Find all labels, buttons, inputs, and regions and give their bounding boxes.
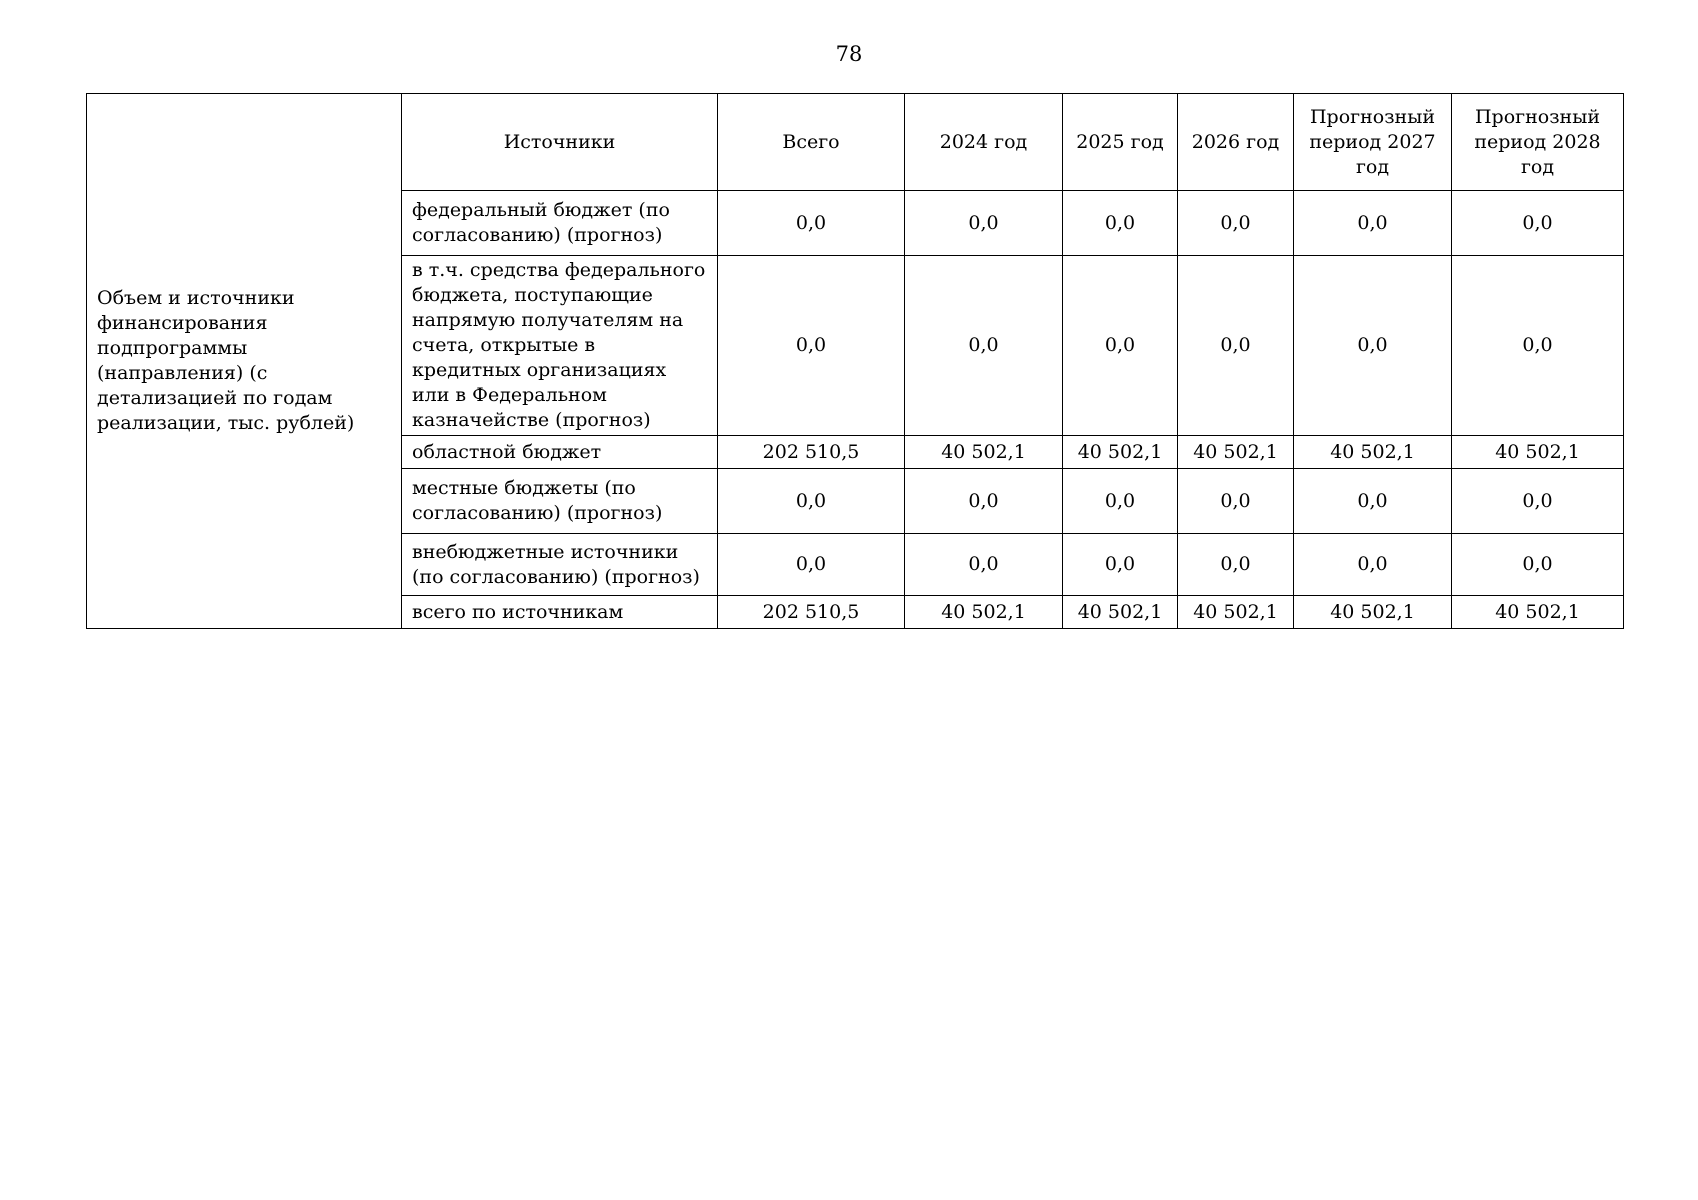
value-cell-2025: 0,0 bbox=[1063, 469, 1178, 534]
value-cell-2025: 0,0 bbox=[1063, 256, 1178, 436]
value-cell-2028: 0,0 bbox=[1452, 256, 1624, 436]
value-cell-2028: 0,0 bbox=[1452, 191, 1624, 256]
page-number: 78 bbox=[835, 42, 863, 66]
value-cell-2024: 40 502,1 bbox=[905, 436, 1063, 469]
value-cell-2024: 0,0 bbox=[905, 469, 1063, 534]
value-cell-2026: 0,0 bbox=[1178, 534, 1294, 596]
value-cell-2027: 0,0 bbox=[1294, 469, 1452, 534]
value-cell-2027: 0,0 bbox=[1294, 256, 1452, 436]
column-header-2025: 2025 год bbox=[1063, 94, 1178, 191]
value-cell-2025: 0,0 bbox=[1063, 534, 1178, 596]
value-cell-2028: 0,0 bbox=[1452, 469, 1624, 534]
value-cell-2025: 40 502,1 bbox=[1063, 436, 1178, 469]
value-cell-total: 202 510,5 bbox=[718, 596, 905, 629]
column-header-2027: Прогнозный период 2027 год bbox=[1294, 94, 1452, 191]
column-header-2028: Прогнозный период 2028 год bbox=[1452, 94, 1624, 191]
value-cell-total: 0,0 bbox=[718, 534, 905, 596]
financing-table bbox=[86, 93, 1624, 629]
value-cell-2024: 0,0 bbox=[905, 534, 1063, 596]
value-cell-2026: 0,0 bbox=[1178, 469, 1294, 534]
source-cell: всего по источникам bbox=[402, 596, 718, 629]
value-cell-total: 0,0 bbox=[718, 191, 905, 256]
value-cell-2027: 0,0 bbox=[1294, 534, 1452, 596]
table-header-row bbox=[87, 94, 1624, 191]
column-header-2024: 2024 год bbox=[905, 94, 1063, 191]
value-cell-2025: 40 502,1 bbox=[1063, 596, 1178, 629]
value-cell-2027: 0,0 bbox=[1294, 191, 1452, 256]
value-cell-2028: 40 502,1 bbox=[1452, 436, 1624, 469]
source-cell: областной бюджет bbox=[402, 436, 718, 469]
row-label-cell: Объем и источники финансирования подпрограммы (направления) (с детализацией по годам реализации, тыс. рублей) bbox=[87, 94, 402, 629]
column-header-total: Всего bbox=[718, 94, 905, 191]
value-cell-2026: 40 502,1 bbox=[1178, 436, 1294, 469]
value-cell-2027: 40 502,1 bbox=[1294, 436, 1452, 469]
value-cell-2028: 40 502,1 bbox=[1452, 596, 1624, 629]
source-cell: внебюджетные источники (по согласованию) (прогноз) bbox=[402, 534, 718, 596]
value-cell-2024: 0,0 bbox=[905, 191, 1063, 256]
source-cell: местные бюджеты (по согласованию) (прогноз) bbox=[402, 469, 718, 534]
column-header-sources: Источники bbox=[402, 94, 718, 191]
value-cell-2028: 0,0 bbox=[1452, 534, 1624, 596]
source-cell: в т.ч. средства федерального бюджета, поступающие напрямую получателям на счета, открытые в кредитных организациях или в Федеральном казначействе (прогноз) bbox=[402, 256, 718, 436]
value-cell-2026: 0,0 bbox=[1178, 191, 1294, 256]
value-cell-2026: 0,0 bbox=[1178, 256, 1294, 436]
value-cell-2024: 40 502,1 bbox=[905, 596, 1063, 629]
value-cell-2027: 40 502,1 bbox=[1294, 596, 1452, 629]
value-cell-total: 0,0 bbox=[718, 256, 905, 436]
value-cell-total: 202 510,5 bbox=[718, 436, 905, 469]
value-cell-2026: 40 502,1 bbox=[1178, 596, 1294, 629]
value-cell-total: 0,0 bbox=[718, 469, 905, 534]
column-header-2026: 2026 год bbox=[1178, 94, 1294, 191]
source-cell: федеральный бюджет (по согласованию) (прогноз) bbox=[402, 191, 718, 256]
value-cell-2024: 0,0 bbox=[905, 256, 1063, 436]
value-cell-2025: 0,0 bbox=[1063, 191, 1178, 256]
